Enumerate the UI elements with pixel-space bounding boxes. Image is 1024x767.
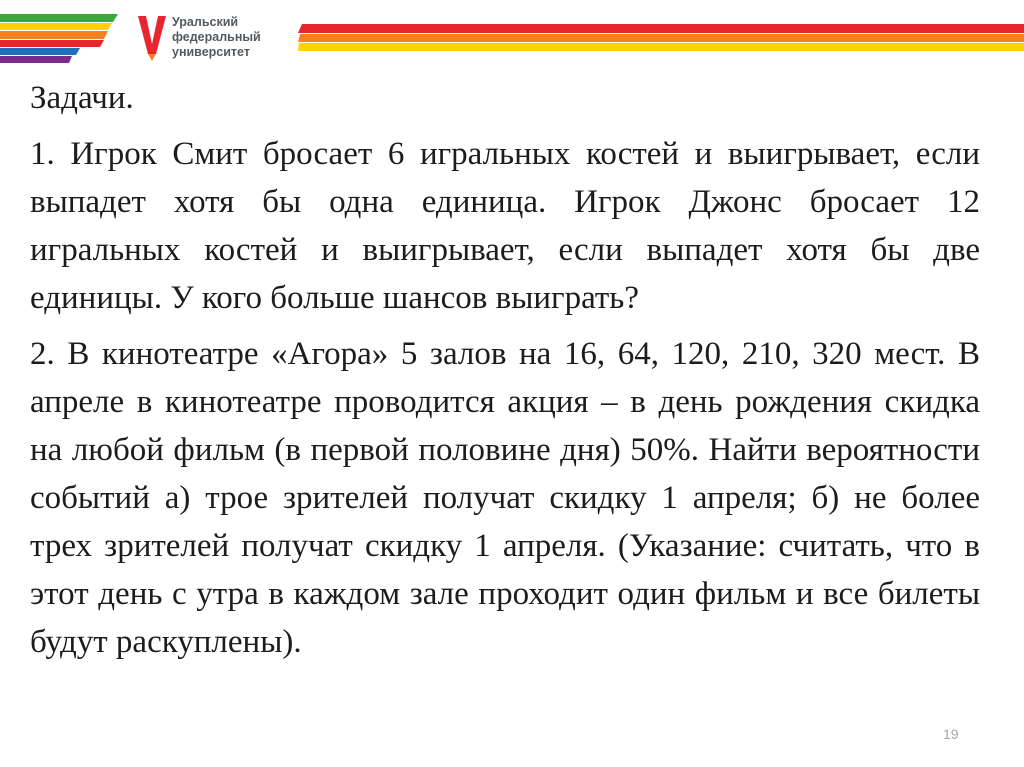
- task-2-text: 2. В кинотеатре «Агора» 5 залов на 16, 64, 120, 210, 320 мест. В апреле в кинотеатре проводится акция – в день рождения скидка на любой фильм (в первой половине дня) 50%. Найти вероятности событий а) трое зрителей получат скидку 1 апреля; б) не более трех зрителей получат скидку 1 апреля. (Указание: считать, что в этот день с утра в каждом зале проходит один фильм и все билеты будут раскуплены).: [30, 336, 980, 660]
- logo-text: [172, 15, 261, 60]
- slide-heading: Задачи.: [30, 80, 134, 116]
- logo-line-3: университет: [172, 45, 250, 59]
- logo-line-1: Уральский: [172, 15, 239, 29]
- header-stripes-left: [0, 14, 118, 64]
- task-1-text: 1. Игрок Смит бросает 6 игральных костей и выигрывает, если выпадет хотя бы одна единица. Игрок Джонс бросает 12 игральных костей и выигрывает, если выпадет хотя бы две единицы. У кого больше шансов выиграть?: [30, 136, 980, 316]
- header-stripes-right: [298, 24, 1024, 52]
- page-number: 19: [943, 726, 959, 742]
- logo-line-2: федеральный: [172, 30, 261, 44]
- slide-content: [30, 74, 980, 674]
- university-logo: [136, 14, 296, 64]
- urfu-logo-icon: [136, 14, 168, 62]
